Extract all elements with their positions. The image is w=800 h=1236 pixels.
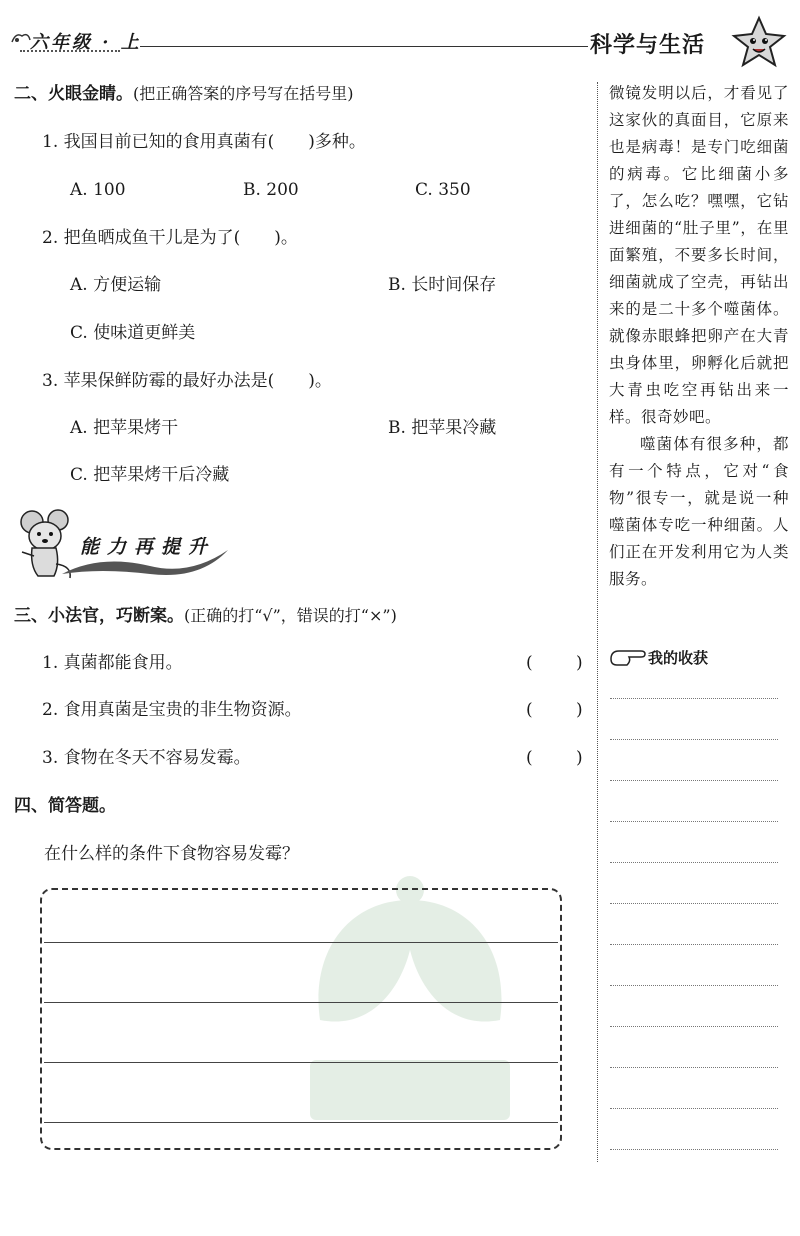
q2-option-a: A. 方便运输 [70, 275, 162, 295]
star-mascot-icon [728, 14, 790, 70]
answer-line [44, 942, 558, 943]
judge-paren-right-1: ) [576, 653, 583, 673]
q1-option-a: A. 100 [70, 180, 126, 200]
harvest-writing-line [610, 862, 778, 863]
answer-line [44, 1002, 558, 1003]
section2-instruction: (把正确答案的序号写在括号里) [133, 84, 354, 103]
harvest-label: 我的收获 [648, 649, 709, 667]
q2-option-b: B. 长时间保存 [388, 275, 497, 295]
judge-item-2: 2. 食用真菌是宝贵的非生物资源。 [42, 700, 302, 720]
grade-label: 六年级 · 上 [30, 32, 142, 53]
harvest-writing-line [610, 1108, 778, 1109]
judge-paren-right-3: ) [576, 748, 583, 768]
harvest-writing-line [610, 698, 778, 699]
q3-option-c: C. 把苹果烤干后冷藏 [70, 465, 230, 485]
question-1: 1. 我国目前已知的食用真菌有( )多种。 [42, 132, 366, 152]
section3-title: 三、小法官，巧断案。 [14, 606, 184, 626]
answer-line [44, 1062, 558, 1063]
judge-item-1: 1. 真菌都能食用。 [42, 653, 183, 673]
judge-item-3: 3. 食物在冬天不容易发霉。 [42, 748, 251, 768]
sidebar-paragraph-2: 噬菌体有很多种，都有一个特点，它对“食物”很专一，就是说一种噬菌体专吃一种细菌。人们正在开发利用它为人类服务。 [609, 435, 789, 588]
harvest-writing-line [610, 780, 778, 781]
banner-label: 能力再提升 [80, 536, 216, 558]
q3-option-b: B. 把苹果冷藏 [388, 418, 497, 438]
harvest-writing-line [610, 903, 778, 904]
pointing-hand-icon [607, 645, 647, 669]
judge-paren-right-2: ) [576, 700, 583, 720]
section4-title: 四、简答题。 [14, 796, 116, 816]
harvest-writing-line [610, 944, 778, 945]
header-ornament-icon [10, 30, 32, 48]
harvest-writing-line [610, 739, 778, 740]
q1-option-c: C. 350 [415, 180, 471, 200]
harvest-writing-line [610, 821, 778, 822]
section2-title: 二、火眼金睛。 [14, 84, 133, 104]
harvest-writing-line [610, 1067, 778, 1068]
judge-paren-left-1: ( [526, 653, 533, 673]
answer-box[interactable] [40, 888, 562, 1150]
header-rule [140, 46, 588, 47]
header-dotted-underline [20, 50, 120, 52]
q2-option-c: C. 使味道更鲜美 [70, 323, 196, 343]
judge-paren-left-3: ( [526, 748, 533, 768]
q1-option-b: B. 200 [243, 180, 299, 200]
section4-question: 在什么样的条件下食物容易发霉？ [44, 844, 299, 864]
question-2: 2. 把鱼晒成鱼干儿是为了( )。 [42, 228, 298, 248]
section3-instruction: (正确的打“√”，错误的打“×”) [184, 606, 397, 625]
harvest-writing-line [610, 1149, 778, 1150]
brand-title: 科学与生活 [590, 33, 706, 58]
harvest-writing-line [610, 985, 778, 986]
section2-heading [14, 82, 354, 106]
judge-paren-left-2: ( [526, 700, 533, 720]
column-divider [597, 82, 598, 1162]
question-3: 3. 苹果保鲜防霉的最好办法是( )。 [42, 371, 332, 391]
harvest-writing-line [610, 1026, 778, 1027]
sidebar-reading [609, 80, 789, 593]
answer-line [44, 1122, 558, 1123]
sidebar-paragraph-1: 微镜发明以后，才看见了这家伙的真面目，它原来也是病毒！是专门吃细菌的病毒。它比细菌小多了，怎么吃？嘿嘿，它钻进细菌的“肚子里”，在里面繁殖，不要多长时间，细菌就成了空壳，再钻出来的是二十多个噬菌体。就像赤眼蜂把卵产在大青虫身体里，卵孵化后就把大青虫吃空再钻出来一样。很奇妙吧。 [609, 84, 789, 426]
q3-option-a: A. 把苹果烤干 [70, 418, 179, 438]
section3-heading [14, 604, 397, 628]
